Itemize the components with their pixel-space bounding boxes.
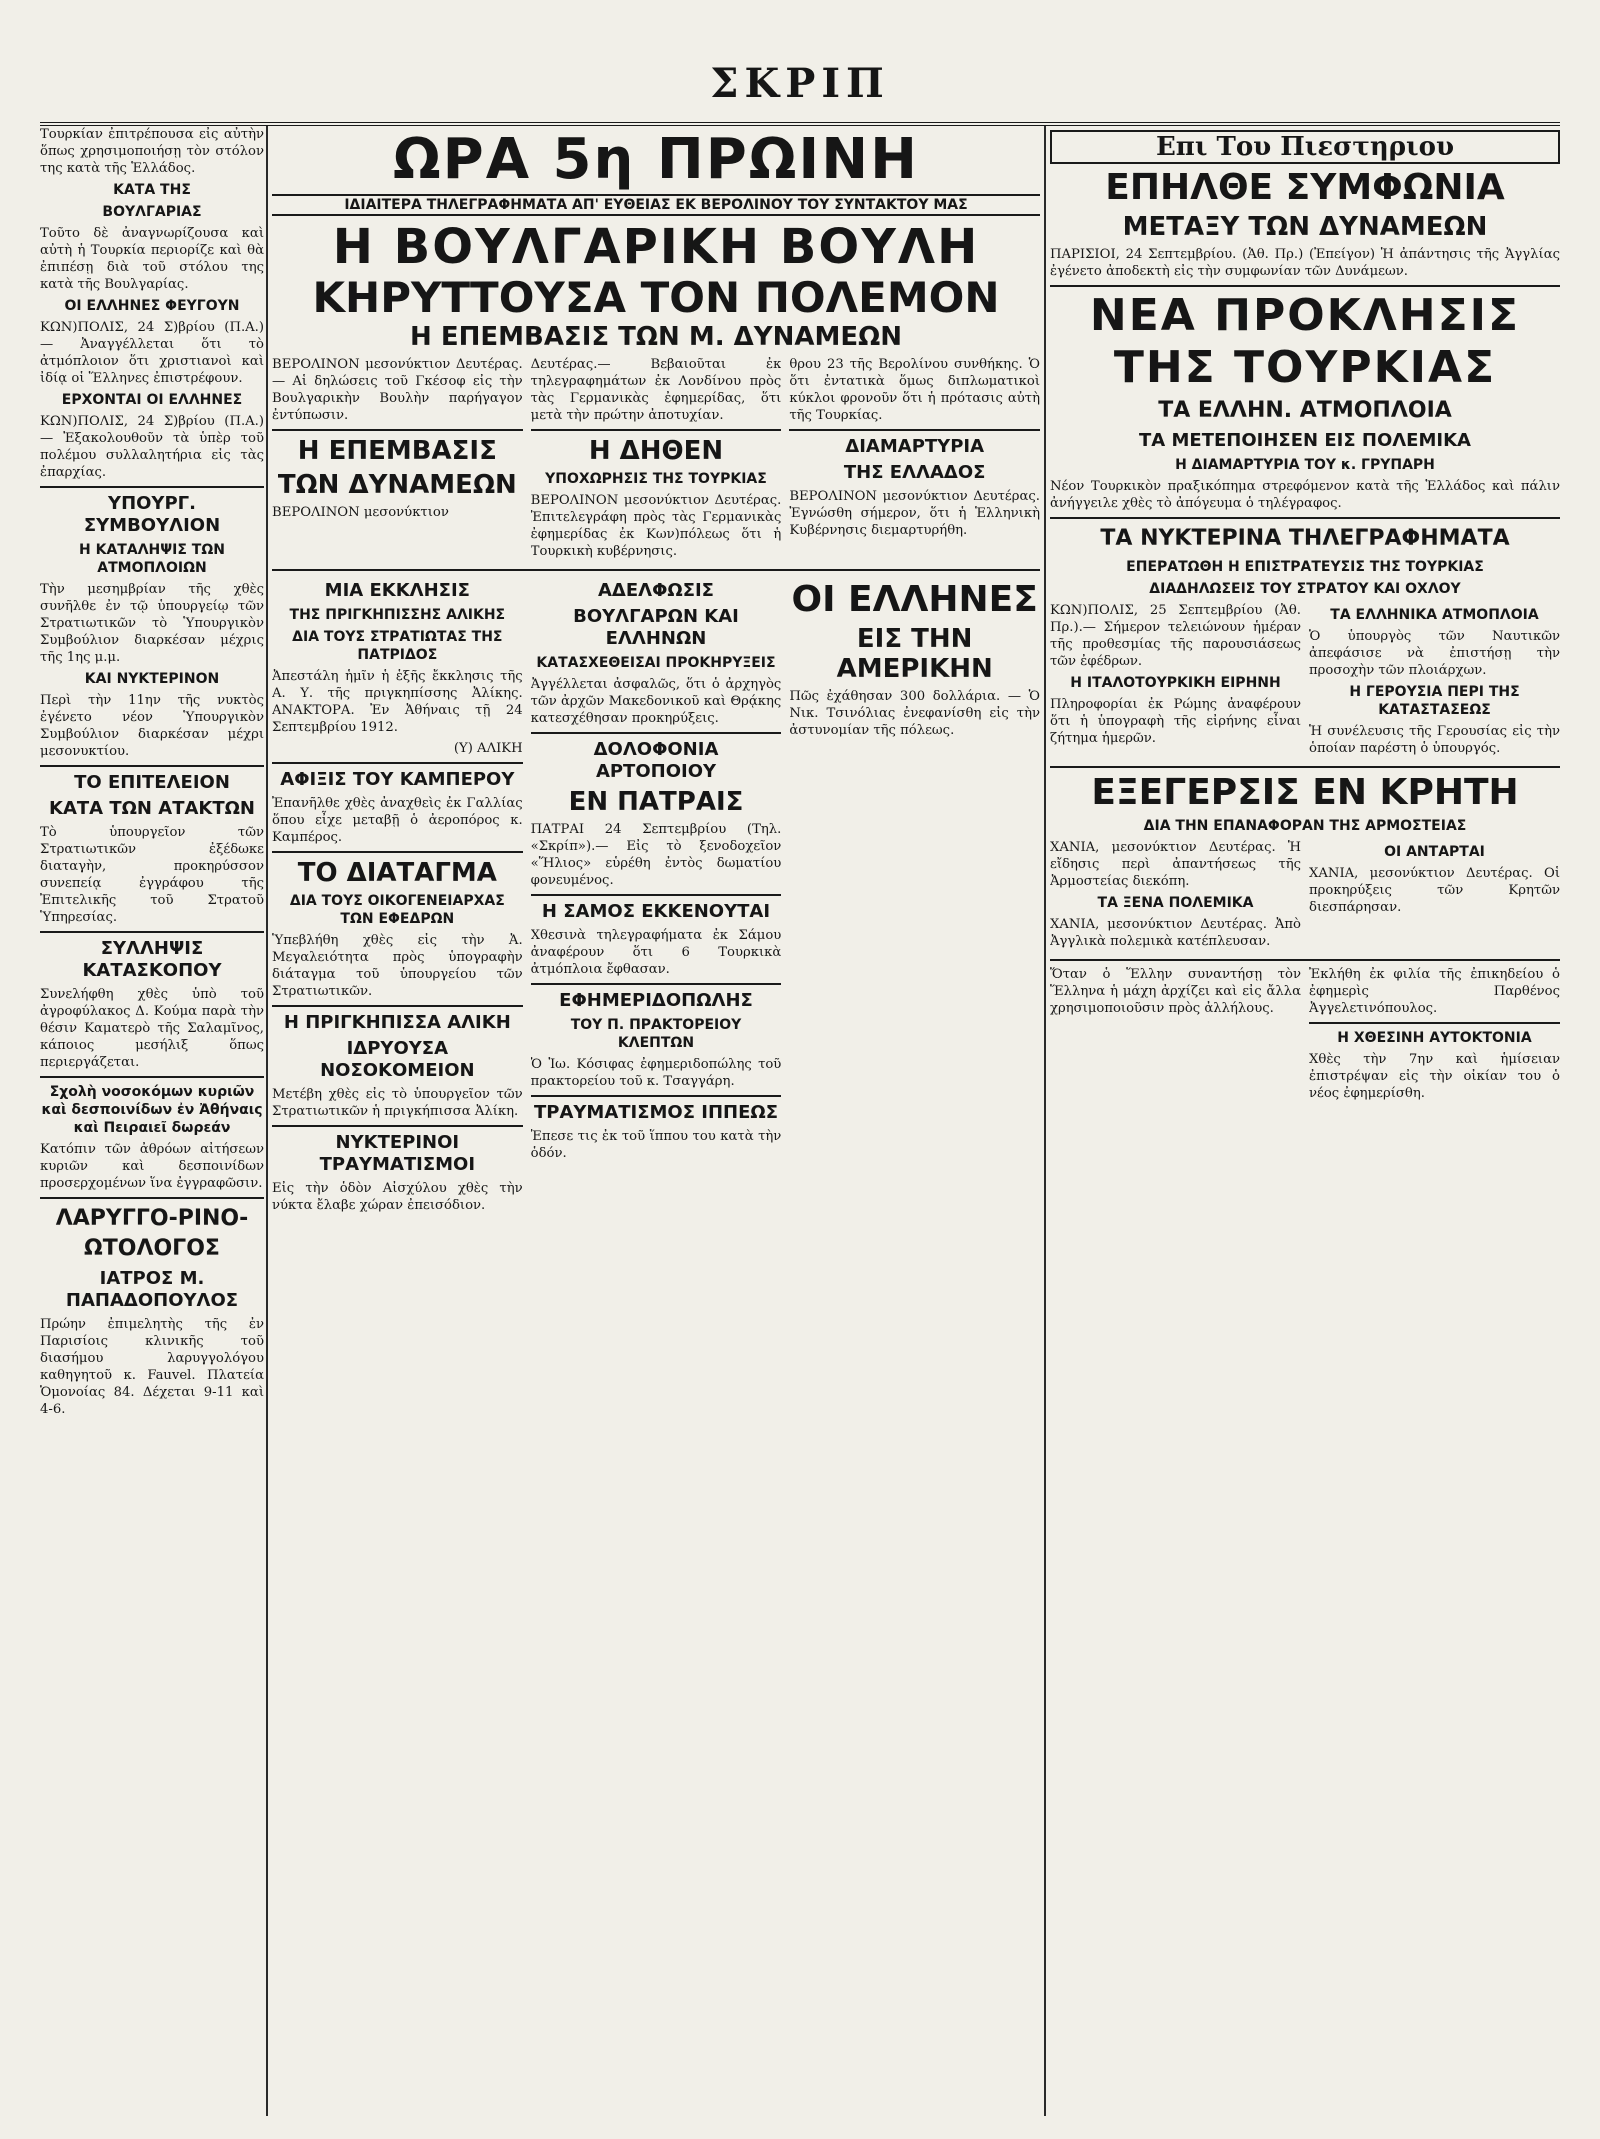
headline: Η ΕΠΕΜΒΑΣΙΣ ΤΩΝ Μ. ΔΥΝΑΜΕΩΝ	[410, 322, 902, 352]
article-text: ΚΩΝ)ΠΟΛΙΣ, 24 Σ)βρίου (Π.Α.) — Ἐξακολουθοῦν τὰ ὑπὲρ τοῦ πολέμου συλλαλητήρια εἰς τὰς ἐπαρχίας.	[40, 414, 264, 480]
article-text: Μετέβη χθὲς εἰς τὸ ὑπουργεῖον τῶν Στρατιωτικῶν ἡ πριγκήπισσα Ἀλίκη.	[272, 1087, 523, 1119]
article-text: ΠΑΤΡΑΙ 24 Σεπτεμβρίου (Τηλ. «Σκρίπ»).— Εἰς τὸ ξενοδοχεῖον «Ἥλιος» εὑρέθη ἐντὸς δωματίου φονευμένος.	[530, 822, 782, 888]
headline: ΒΟΥΛΓΑΡΙΑΣ	[102, 204, 202, 220]
headline: ΕΝ ΠΑΤΡΑΙΣ	[568, 787, 744, 817]
divider	[531, 894, 782, 896]
headline: Η ΔΙΑΜΑΡΤΥΡΙΑ ΤΟΥ κ. ΓΡΥΠΑΡΗ	[1175, 457, 1435, 473]
article	[1050, 839, 1301, 954]
article-text: Ἀγγέλλεται ἀσφαλῶς, ὅτι ὁ ἀρχηγὸς τῶν ἀρχῶν Μακεδονικοῦ καὶ Θρᾴκης κατεσχέθησαν προκηρύξεις.	[530, 677, 782, 726]
article-text: Τουρκίαν ἐπιτρέπουσα εἰς αὐτὴν ὅπως χρησιμοποιήσῃ τὸν στόλον της κατὰ τῆς Ἑλλάδος.	[40, 127, 264, 176]
headline: ΣΥΛΛΗΨΙΣ ΚΑΤΑΣΚΟΠΟΥ	[82, 938, 222, 981]
headline: ΔΙΑ ΤΟΥΣ ΟΙΚΟΓΕΝΕΙΑΡΧΑΣ ΤΩΝ ΕΦΕΔΡΩΝ	[289, 893, 505, 927]
headline: ΔΟΛΟΦΟΝΙΑ ΑΡΤΟΠΟΙΟΥ	[593, 739, 719, 782]
article-text: ΒΕΡΟΛΙΝΟΝ μεσονύκτιον Δευτέρας. Ἐγνώσθη σήμερον, ὅτι ἡ Ἑλληνικὴ Κυβέρνησις διεμαρτυρήθη.	[789, 489, 1040, 538]
article-text: ΧΑΝΙΑ, μεσονύκτιον Δευτέρας. Ἀπὸ Ἀγγλικὰ πολεμικὰ κατέπλευσαν.	[1050, 917, 1301, 949]
headline: ΕΠΕΡΑΤΩΘΗ Η ΕΠΙΣΤΡΑΤΕΥΣΙΣ ΤΗΣ ΤΟΥΡΚΙΑΣ	[1126, 559, 1484, 575]
article	[789, 576, 1040, 1218]
headline: ΤΟ ΔΙΑΤΑΓΜΑ	[297, 858, 497, 888]
headline: ΤΡΑΥΜΑΤΙΣΜΟΣ ΙΠΠΕΩΣ	[533, 1102, 779, 1123]
column-rule	[266, 126, 268, 2116]
headline: ΔΙΑΔΗΛΩΣΕΙΣ ΤΟΥ ΣΤΡΑΤΟΥ ΚΑΙ ΟΧΛΟΥ	[1149, 581, 1461, 597]
headline: ΝΥΚΤΕΡΙΝΟΙ ΤΡΑΥΜΑΤΙΣΜΟΙ	[319, 1132, 476, 1175]
article	[1050, 966, 1301, 1106]
headline: ΤΗΣ ΠΡΙΓΚΗΠΙΣΣΗΣ ΑΛΙΚΗΣ	[289, 607, 506, 623]
article-text: ΚΩΝ)ΠΟΛΙΣ, 25 Σεπτεμβρίου (Ἀθ. Πρ.).— Σήμερον τελειώνουν ἡμέραν τῆς προθεσμίας τῆς παρουσιάσεως τῶν ἐφέδρων.	[1050, 603, 1301, 669]
headline: ΥΠΟΧΩΡΗΣΙΣ ΤΗΣ ΤΟΥΡΚΙΑΣ	[545, 471, 767, 487]
headline: ΜΕΤΑΞΥ ΤΩΝ ΔΥΝΑΜΕΩΝ	[1122, 212, 1488, 242]
headline: ΔΙΑ ΤΗΝ ΕΠΑΝΑΦΟΡΑΝ ΤΗΣ ΑΡΜΟΣΤΕΙΑΣ	[1143, 818, 1467, 834]
headline: ΤΟ ΕΠΙΤΕΛΕΙΟΝ	[74, 772, 230, 793]
article	[789, 356, 1040, 564]
headline: Η ΣΑΜΟΣ ΕΚΚΕΝΟΥΤΑΙ	[541, 901, 771, 922]
article-grid	[1050, 966, 1560, 1106]
article	[1309, 602, 1560, 761]
divider	[789, 429, 1040, 431]
article-text: Πληροφορίαι ἐκ Ρώμης ἀναφέρουν ὅτι ἡ ὑπογραφὴ τῆς εἰρήνης εἶναι ζήτημα ἡμερῶν.	[1050, 697, 1301, 746]
signature: (Υ) ΑΛΙΚΗ	[453, 741, 523, 756]
divider	[531, 983, 782, 985]
divider	[40, 765, 264, 767]
article	[531, 356, 782, 564]
headline: ΤΟΥ Π. ΠΡΑΚΤΟΡΕΙΟΥ ΚΛΕΠΤΩΝ	[570, 1017, 742, 1051]
article-text: Ὑπεβλήθη χθὲς εἰς τὴν Ἀ. Μεγαλειότητα πρὸς ὑπογραφὴν διάταγμα τοῦ ὑπουργείου τῶν Στρατιωτικῶν.	[272, 933, 523, 999]
headline: ΝΕΑ ΠΡΟΚΛΗΣΙΣ	[1089, 290, 1521, 341]
article-text: Νέον Τουρκικὸν πραξικόπημα στρεφόμενον κατὰ τῆς Ἑλλάδος καὶ πάλιν ἀνήγγειλε χθὲς τὸ ἀπόγευμα ὁ τηλέγραφος.	[1050, 479, 1560, 511]
divider	[531, 429, 782, 431]
divider	[1050, 517, 1560, 519]
headline: ΕΞΕΓΕΡΣΙΣ ΕΝ ΚΡΗΤΗ	[1091, 772, 1519, 813]
headline: Η ΕΠΕΜΒΑΣΙΣ	[297, 436, 497, 466]
divider	[272, 569, 1040, 571]
divider	[40, 486, 264, 488]
article-text: ΒΕΡΟΛΙΝΟΝ μεσονύκτιον	[272, 505, 449, 520]
article-text: Τὴν μεσημβρίαν τῆς χθὲς συνῆλθε ἐν τῷ ὑπουργείῳ τῶν Στρατιωτικῶν τὸ Ὑπουργικὸν Συμβούλιον διαρκέσαν μέχρις τῆς 1ης μ.μ.	[40, 582, 264, 665]
headline: ΜΙΑ ΕΚΚΛΗΣΙΣ	[324, 580, 470, 601]
divider	[272, 851, 523, 853]
article-text: ΒΕΡΟΛΙΝΟΝ μεσονύκτιον Δευτέρας.— Αἱ δηλώσεις τοῦ Γκέσοφ εἰς τὴν Βουλγαρικὴν Βουλὴν παρήγαγον ἐντύπωσιν.	[272, 357, 523, 423]
article-text: Ἐκλήθη ἐκ φιλία τῆς ἐπικηδείου ὁ ἐφημερὶς Παρθένος Ἀγγελετινόπουλος.	[1309, 967, 1560, 1016]
headline: ΤΑ ΕΛΛΗΝ. ΑΤΜΟΠΛΟΙΑ	[1158, 398, 1452, 423]
headline: ΔΙΑΜΑΡΤΥΡΙΑ	[845, 436, 985, 457]
headline: ΤΗΣ ΕΛΛΑΔΟΣ	[843, 462, 986, 483]
headline: Η ΒΟΥΛΓΑΡΙΚΗ ΒΟΥΛΗ	[332, 219, 980, 275]
masthead	[40, 60, 1560, 126]
article-text: Κατόπιν τῶν ἀθρόων αἰτήσεων κυριῶν καὶ δεσποινίδων προσερχομένων ἵνα ἐγγραφῶσιν.	[40, 1142, 264, 1191]
headline: ΟΙ ΑΝΤΑΡΤΑΙ	[1384, 844, 1485, 860]
divider	[531, 732, 782, 734]
headline: ΕΡΧΟΝΤΑΙ ΟΙ ΕΛΛΗΝΕΣ	[61, 392, 243, 408]
article-text: Τοῦτο δὲ ἀναγνωρίζουσα καὶ αὐτὴ ἡ Τουρκία περιορίζε καὶ θὰ ἐπιπέσῃ διὰ τοῦ στόλου της κατὰ τῆς Βουλγαρίας.	[40, 226, 264, 292]
column-right	[1050, 126, 1560, 2116]
headline: ΕΠΗΛΘΕ ΣΥΜΦΩΝΙΑ	[1105, 167, 1505, 208]
headline: ΩΡΑ 5η ΠΡΩΙΝΗ	[393, 127, 919, 192]
article-text: Ὅταν ὁ Ἕλλην συναντήσῃ τὸν Ἕλληνα ἡ μάχη ἀρχίζει καὶ εἰς ἄλλα χρησιμοποιοῦσιν πρὸς ἀλλήλους.	[1050, 967, 1301, 1016]
article-text: Χθεσινὰ τηλεγραφήματα ἐκ Σάμου ἀναφέρουν ὅτι 6 Τουρκικὰ ἀτμόπλοια ἔφθασαν.	[530, 928, 782, 977]
divider	[40, 931, 264, 933]
headline: ΔΙΑ ΤΟΥΣ ΣΤΡΑΤΙΩΤΑΣ ΤΗΣ ΠΑΤΡΙΔΟΣ	[292, 629, 503, 663]
divider	[272, 762, 523, 764]
headline: Η ΔΗΘΕΝ	[588, 436, 724, 466]
article-text: Ὁ ὑπουργὸς τῶν Ναυτικῶν ἀπεφάσισε νὰ ἐπιστήσῃ τὴν προσοχὴν τῶν πλοιάρχων.	[1309, 629, 1560, 678]
headline: Η ΙΤΑΛΟΤΟΥΡΚΙΚΗ ΕΙΡΗΝΗ	[1070, 675, 1281, 691]
column-center	[272, 126, 1040, 2116]
article-text: Τὸ ὑπουργεῖον τῶν Στρατιωτικῶν ἐξέδωκε διαταγὴν, προκηρύσσον συνεπείᾳ ἐγγράφου τῆς Ἐπιτελικῆς τοῦ Στρατοῦ Ὑπηρεσίας.	[40, 825, 264, 925]
article-text: Ἐπεσε τις ἐκ τοῦ ἵππου του κατὰ τὴν ὁδόν.	[530, 1129, 782, 1161]
article-text: ΒΕΡΟΛΙΝΟΝ μεσονύκτιον Δευτέρας. Ἐπιτελεγράφη πρὸς τὰς Γερμανικὰς ἐφημερίδας ἐκ Κων)πόλεως ὅτι ἡ Τουρκικὴ κυβέρνησις.	[530, 493, 782, 559]
headline: ΤΑ ΝΥΚΤΕΡΙΝΑ ΤΗΛΕΓΡΑΦΗΜΑΤΑ	[1100, 526, 1510, 551]
article-grid	[1050, 839, 1560, 954]
headline: Η ΓΕΡΟΥΣΙΑ ΠΕΡΙ ΤΗΣ ΚΑΤΑΣΤΑΣΕΩΣ	[1349, 684, 1520, 718]
divider	[531, 1095, 782, 1097]
article-text: Εἰς τὴν ὁδὸν Αἰσχύλου χθὲς τὴν νύκτα ἔλαβε χώραν ἐπεισόδιον.	[272, 1181, 523, 1213]
article-text: ΧΑΝΙΑ, μεσονύκτιον Δευτέρας. Ἡ εἴδησις περὶ ἀπαντήσεως τῆς Ἀρμοστείας διεκόπη.	[1050, 840, 1301, 889]
headline: ΚΑΤΑ ΤΩΝ ΑΤΑΚΤΩΝ	[49, 798, 255, 819]
article	[272, 356, 523, 564]
article-text: Περὶ τὴν 11ην τῆς νυκτὸς ἐγένετο νέον Ὑπουργικὸν Συμβούλιον διαρκέσαν μέχρι μεσονυκτίου.	[40, 693, 264, 759]
divider	[1309, 1022, 1560, 1024]
headline: ΤΗΣ ΤΟΥΡΚΙΑΣ	[1113, 342, 1497, 393]
article-text: θρου 23 τῆς Βερολίνου συνθήκης. Ὁ ὅτι ἐντατικὰ ὅμως διπλωματικοὶ κύκλοι φρονοῦν ὅτι ἡ πρότασις αὐτὴ τῆς Τουρκίας.	[789, 357, 1040, 423]
column-rule	[1044, 126, 1046, 2116]
headline: Σχολὴ νοσοκόμων κυριῶν καὶ δεσποινίδων ἐν Ἀθήναις καὶ Πειραιεῖ δωρεάν	[41, 1084, 263, 1136]
article-text: ΠΑΡΙΣΙΟΙ, 24 Σεπτεμβρίου. (Ἀθ. Πρ.) (Ἐπείγον) Ἡ ἀπάντησις τῆς Ἀγγλίας ἐγένετο ἀποδεκτὴ εἰς τὴν συμφωνίαν τῶν Δυνάμεων.	[1050, 247, 1560, 279]
headline: ΒΟΥΛΓΑΡΩΝ ΚΑΙ ΕΛΛΗΝΩΝ	[573, 606, 739, 649]
masthead-title: ΣΚΡΙΠ	[710, 60, 890, 107]
ad-text: Πρώην ἐπιμελητὴς τῆς ἐν Παρισίοις κλινικῆς τοῦ διασήμου λαρυγγολόγου καθηγητοῦ κ. Fauvel. Πλατεία Ὁμονοίας 84. Δέχεται 9-11 καὶ 4-6.	[40, 1317, 264, 1417]
article-text: Πῶς ἐχάθησαν 300 δολλάρια. — Ὁ Νικ. Τσινόλιας ἐνεφανίσθη εἰς τὴν ἀστυνομίαν τῆς πόλεως.	[789, 689, 1040, 738]
headline: ΥΠΟΥΡΓ. ΣΥΜΒΟΥΛΙΟΝ	[83, 493, 221, 536]
article-grid	[272, 576, 1040, 1218]
divider	[272, 1005, 523, 1007]
article-text: Ἡ συνέλευσις τῆς Γερουσίας εἰς τὴν ὁποίαν παρέστη ὁ ὑπουργός.	[1309, 724, 1560, 756]
headline: ΚΑΤΑ ΤΗΣ	[113, 182, 191, 198]
article	[272, 576, 523, 1218]
article-text: Χθὲς τὴν 7ην καὶ ἡμίσειαν ἐπιστρέψαν εἰς τὴν οἰκίαν του ὁ νέος ἐφημερίσθη.	[1309, 1052, 1560, 1101]
headline: ΕΙΣ ΤΗΝ ΑΜΕΡΙΚΗΝ	[836, 624, 993, 684]
article-grid	[1050, 602, 1560, 761]
divider	[40, 1197, 264, 1199]
headline: ΤΑ ΞΕΝΑ ΠΟΛΕΜΙΚΑ	[1097, 895, 1254, 911]
headline: ΚΑΙ ΝΥΚΤΕΡΙΝΟΝ	[84, 671, 220, 687]
headline: ΚΑΤΑΣΧΕΘΕΙΣΑΙ ΠΡΟΚΗΡΥΞΕΙΣ	[536, 655, 776, 671]
divider	[1050, 959, 1560, 961]
headline: ΙΔΡΥΟΥΣΑ ΝΟΣΟΚΟΜΕΙΟΝ	[320, 1038, 475, 1081]
headline: ΟΙ ΕΛΛΗΝΕΣ	[791, 579, 1038, 620]
article-text: Ὁ Ἰω. Κόσιφας ἐφημεριδοπώλης τοῦ πρακτορείου τοῦ κ. Τσαγγάρη.	[530, 1057, 782, 1089]
headline: Η ΚΑΤΑΛΗΨΙΣ ΤΩΝ ΑΤΜΟΠΛΟΙΩΝ	[79, 542, 225, 576]
article-text: Δευτέρας.— Βεβαιοῦται ἐκ τηλεγραφημάτων ἐκ Λονδίνου πρὸς τὰς Γερμανικὰς ἐφημερίδας, ὅτι μετὰ τὴν πρώτην ἀποτυχίαν.	[530, 357, 782, 423]
ad-headline: ΙΑΤΡΟΣ Μ. ΠΑΠΑΔΟΠΟΥΛΟΣ	[65, 1268, 239, 1311]
column-left	[40, 126, 264, 2116]
divider	[272, 429, 523, 431]
headline: Η ΠΡΙΓΚΗΠΙΣΣΑ ΑΛΙΚΗ	[283, 1012, 511, 1033]
headline: ΚΗΡΥΤΤΟΥΣΑ ΤΟΝ ΠΟΛΕΜΟΝ	[312, 273, 1000, 322]
divider	[40, 1076, 264, 1078]
headline: ΑΔΕΛΦΩΣΙΣ	[598, 580, 714, 601]
headline: ΤΑ ΕΛΛΗΝΙΚΑ ΑΤΜΟΠΛΟΙΑ	[1330, 607, 1539, 623]
divider	[1050, 766, 1560, 768]
article	[531, 576, 782, 1218]
ad-headline: ΛΑΡΥΓΓΟ-ΡΙΝΟ-ΩΤΟΛΟΓΟΣ	[55, 1206, 249, 1261]
headline: ΤΩΝ ΔΥΝΑΜΕΩΝ	[277, 470, 517, 500]
article-text: ΚΩΝ)ΠΟΛΙΣ, 24 Σ)βρίου (Π.Α.) — Ἀναγγέλλεται ὅτι τὸ ἀτμόπλοιον ὅτι χριστιανοὶ καὶ ἰδίᾳ οἱ Ἕλληνες ἐπιστρέφουν.	[40, 320, 264, 386]
headline: ΟΙ ΕΛΛΗΝΕΣ ΦΕΥΓΟΥΝ	[64, 298, 240, 314]
divider	[272, 1125, 523, 1127]
article	[1309, 839, 1560, 954]
divider	[1050, 285, 1560, 287]
article-text: Συνελήφθη χθὲς ὑπὸ τοῦ ἀγροφύλακος Δ. Κούμα παρὰ τὴν θέσιν Καματερὸ τῆς Σαλαμῖνος, κάποιος μεσήλιξ ὅπως περιεργάζεται.	[40, 987, 264, 1070]
article-text: Ἀπεστάλη ἡμῖν ἡ ἑξῆς ἔκκλησις τῆς Α. Υ. τῆς πριγκηπίσσης Ἀλίκης. ΑΝΑΚΤΟΡΑ. Ἐν Ἀθήναις τῇ 24 Σεπτεμβρίου 1912.	[272, 669, 523, 735]
headline: ΤΑ ΜΕΤΕΠΟΙΗΣΕΝ ΕΙΣ ΠΟΛΕΜΙΚΑ	[1139, 430, 1471, 451]
article-text: Ἐπανῆλθε χθὲς ἀναχθεὶς ἐκ Γαλλίας ὅπου εἶχε μεταβῇ ὁ ἀεροπόρος κ. Καμπέρος.	[272, 796, 523, 845]
headline: ΑΦΙΞΙΣ ΤΟΥ ΚΑΜΠΕΡΟΥ	[280, 769, 515, 790]
subheadline: ΙΔΙΑΙΤΕΡΑ ΤΗΛΕΓΡΑΦΗΜΑΤΑ ΑΠ' ΕΥΘΕΙΑΣ ΕΚ ΒΕΡΟΛΙΝΟΥ ΤΟΥ ΣΥΝΤΑΚΤΟΥ ΜΑΣ	[272, 194, 1040, 216]
article	[1309, 966, 1560, 1106]
headline: Η ΧΘΕΣΙΝΗ ΑΥΤΟΚΤΟΝΙΑ	[1337, 1030, 1532, 1046]
article-grid	[272, 356, 1040, 564]
article-text: ΧΑΝΙΑ, μεσονύκτιον Δευτέρας. Οἱ προκηρύξεις τῶν Κρητῶν διεσπάρησαν.	[1309, 866, 1560, 915]
section-banner: Επι Του Πιεστηριου	[1050, 130, 1560, 164]
headline: ΕΦΗΜΕΡΙΔΟΠΩΛΗΣ	[559, 990, 753, 1011]
article	[1050, 602, 1301, 761]
